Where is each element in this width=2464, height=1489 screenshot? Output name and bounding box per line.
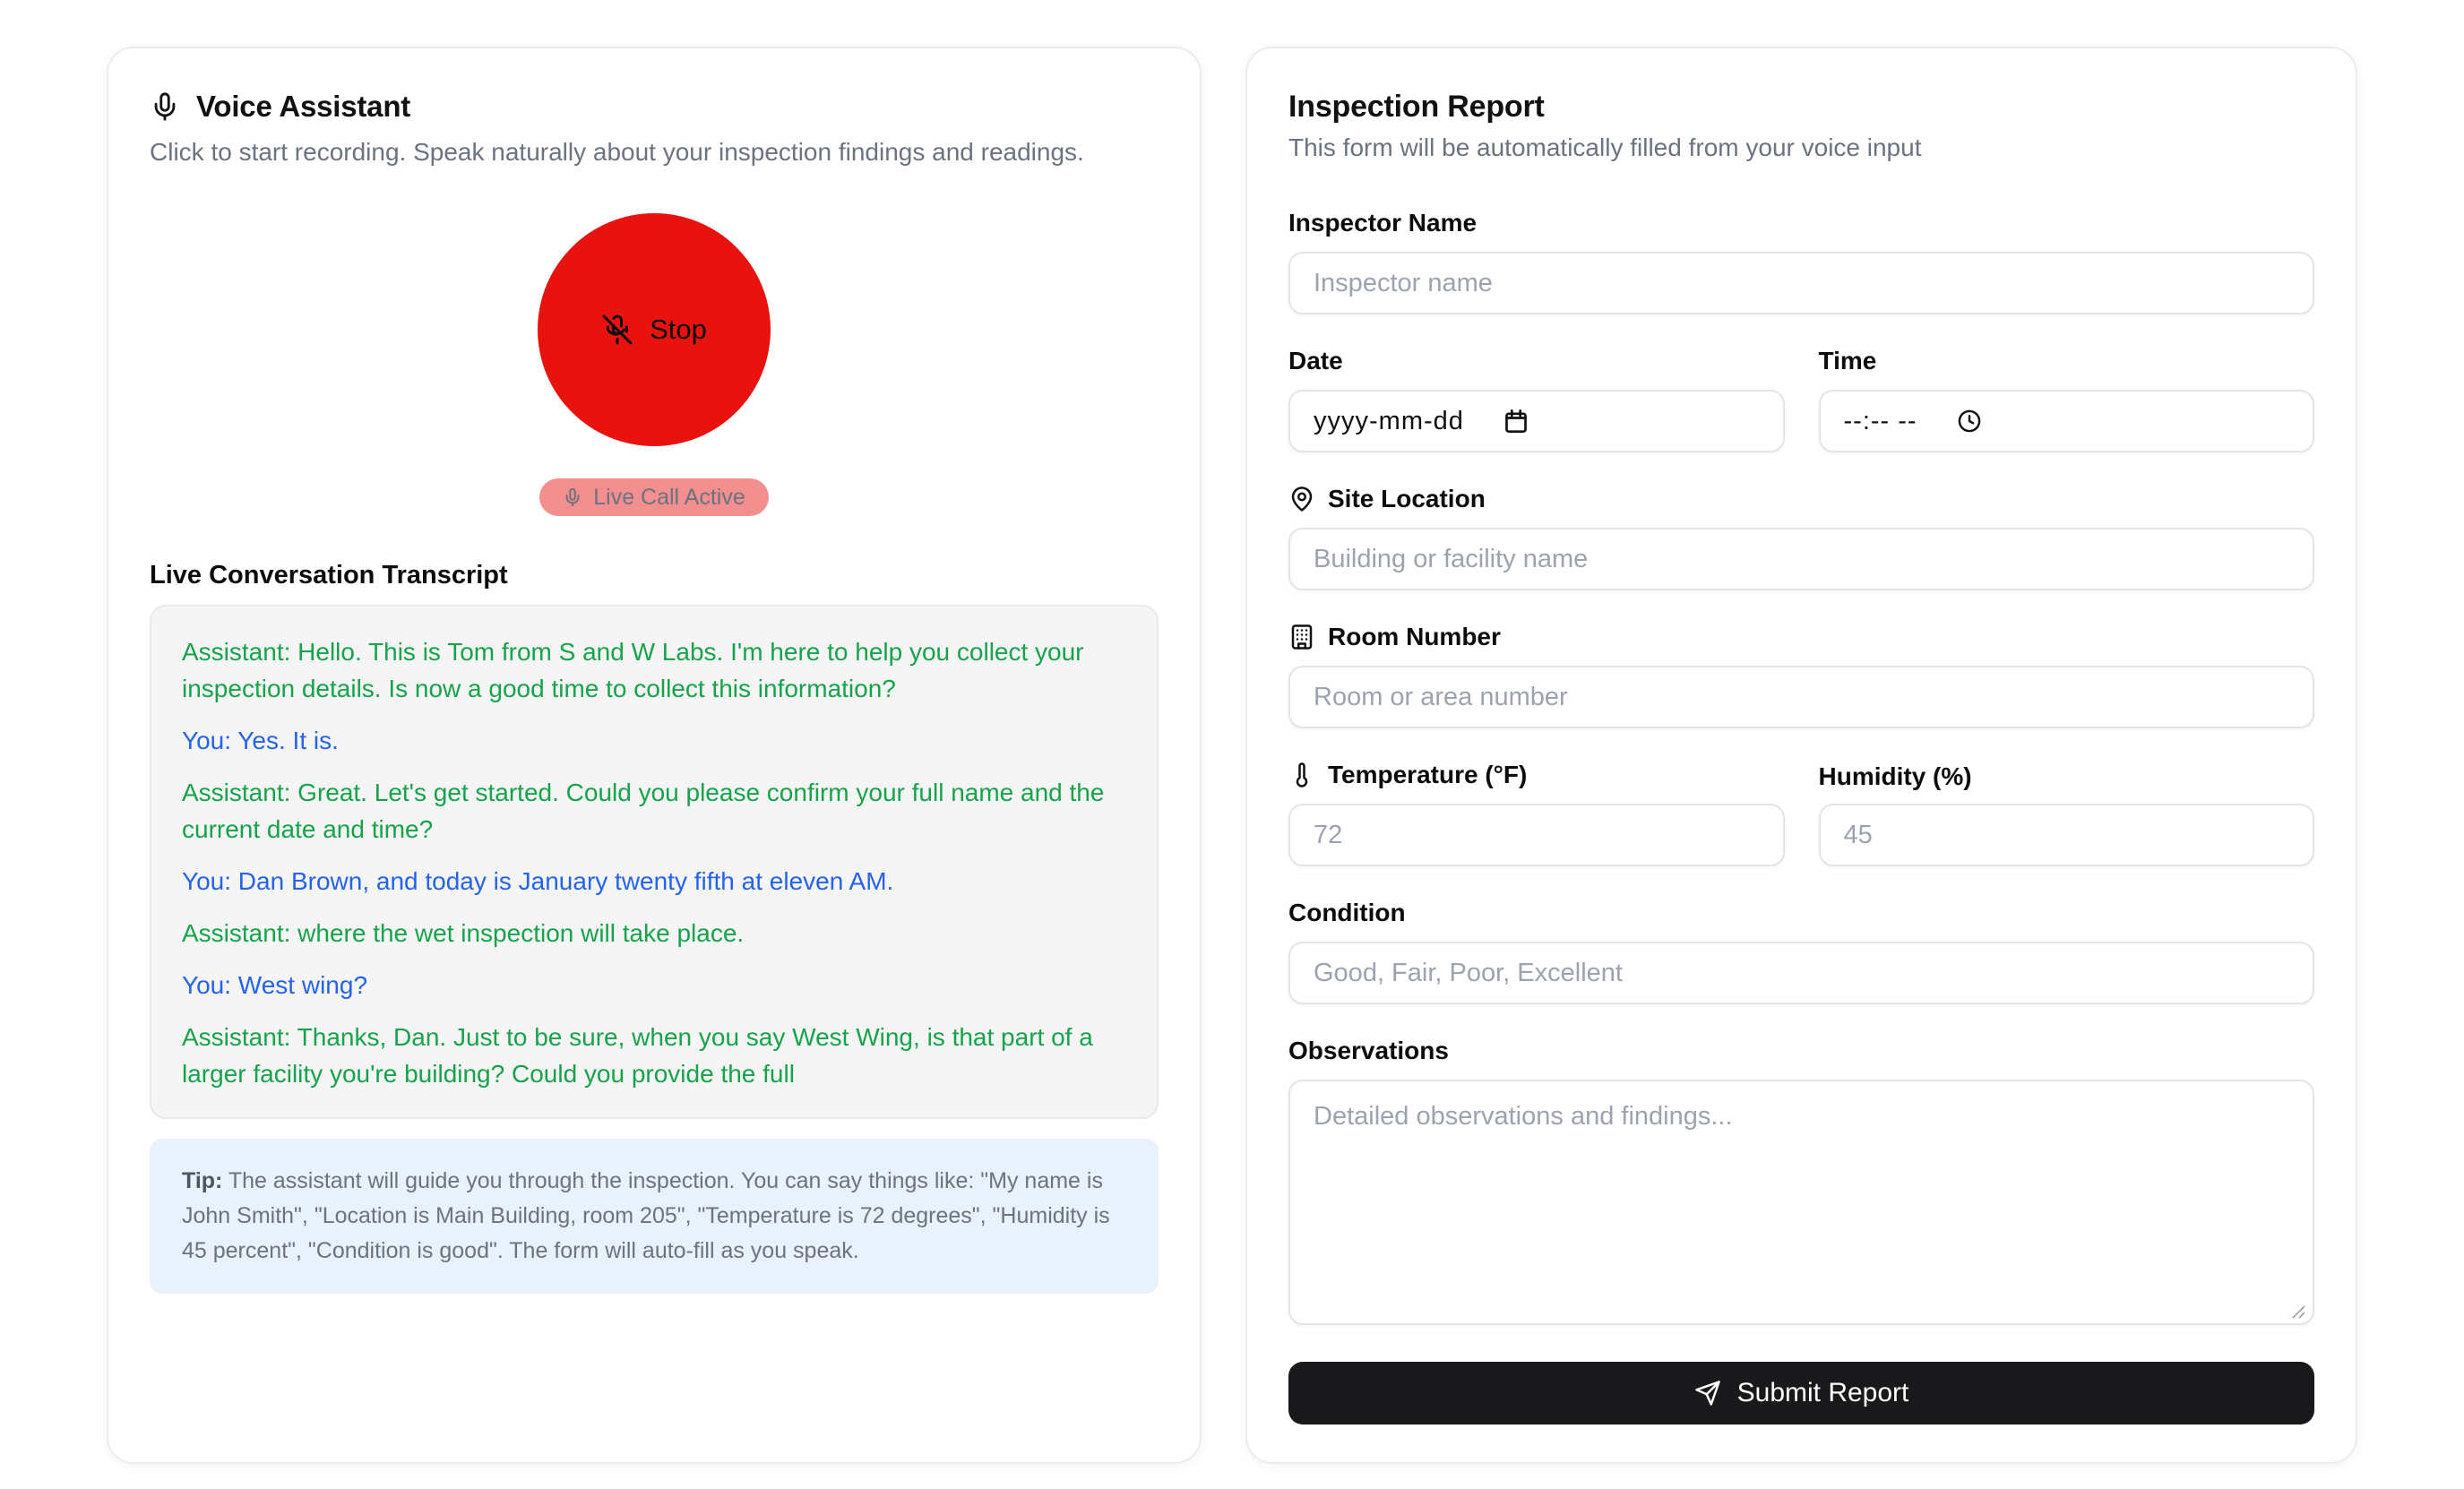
badge-label: Live Call Active — [593, 484, 745, 510]
stop-button-label: Stop — [650, 314, 707, 345]
voice-assistant-panel — [107, 47, 1202, 1464]
map-pin-icon — [1288, 486, 1315, 512]
transcript-message: Assistant: Great. Let's get started. Could you please confirm your full name and the current date and time? — [182, 779, 1105, 843]
site-location-label: Site Location — [1288, 483, 2314, 515]
voice-panel-title: Voice Assistant — [196, 90, 411, 123]
observations-textarea[interactable] — [1288, 1080, 2314, 1325]
submit-report-button[interactable] — [1288, 1362, 2314, 1424]
tip-label: Tip: — [182, 1168, 223, 1193]
condition-label: Condition — [1288, 899, 1406, 926]
clock-icon[interactable] — [1957, 409, 1982, 434]
transcript-message: You: Yes. It is. — [182, 727, 339, 754]
transcript-message: Assistant: Thanks, Dan. Just to be sure, when you say West Wing, is that part of a larger facility you're building? Could you provide the full — [182, 1023, 1093, 1088]
field-condition — [1288, 897, 2314, 1004]
humidity-label: Humidity (%) — [1818, 762, 1972, 790]
time-value: --:-- -- — [1843, 406, 1917, 435]
date-label: Date — [1288, 347, 1343, 374]
thermometer-icon — [1288, 762, 1315, 788]
live-call-active-badge — [539, 478, 769, 516]
voice-panel-header — [150, 90, 1159, 124]
date-input[interactable] — [1288, 390, 1785, 452]
inspection-report-panel — [1245, 47, 2357, 1464]
form-subtitle: This form will be automatically filled from your voice input — [1288, 133, 1922, 161]
calendar-icon[interactable] — [1503, 409, 1529, 434]
tip-text: The assistant will guide you through the inspection. You can say things like: "My name is John Smith", "Location is Main Building, room 205", "Temperature is 72 degrees", "Humidity is 45 percent", "Condition is good". The form will auto-fill as you speak. — [182, 1168, 1110, 1263]
field-date — [1288, 345, 1785, 452]
field-temperature — [1288, 759, 1785, 866]
inspector-name-label: Inspector Name — [1288, 209, 1478, 237]
room-number-label: Room Number — [1288, 621, 2314, 653]
field-room-number — [1288, 621, 2314, 728]
mic-icon — [563, 487, 582, 507]
temperature-label: Temperature (°F) — [1288, 759, 1785, 791]
stop-recording-button[interactable] — [538, 213, 771, 446]
transcript-message: Assistant: Hello. This is Tom from S and W Labs. I'm here to help you collect your inspection details. Is now a good time to collect this information? — [182, 638, 1084, 702]
temperature-input[interactable] — [1288, 804, 1785, 866]
transcript-message: Assistant: where the wet inspection will take place. — [182, 919, 745, 947]
field-site-location — [1288, 483, 2314, 590]
time-label: Time — [1818, 347, 1877, 374]
field-humidity — [1819, 759, 2315, 866]
inspector-name-input[interactable] — [1288, 252, 2314, 314]
observations-label: Observations — [1288, 1037, 1449, 1064]
time-input[interactable] — [1819, 390, 2315, 452]
form-title: Inspection Report — [1288, 90, 1545, 124]
voice-panel-subtitle: Click to start recording. Speak naturally about your inspection findings and readings. — [150, 138, 1084, 166]
transcript-message: You: West wing? — [182, 971, 368, 999]
room-number-input[interactable] — [1288, 666, 2314, 728]
transcript-message: You: Dan Brown, and today is January twenty fifth at eleven AM. — [182, 867, 894, 895]
site-location-input[interactable] — [1288, 528, 2314, 590]
tip-box — [150, 1139, 1159, 1294]
field-observations — [1288, 1035, 2314, 1330]
mic-off-icon — [601, 314, 633, 346]
date-value: yyyy-mm-dd — [1314, 406, 1464, 435]
humidity-input[interactable] — [1819, 804, 2315, 866]
transcript-list[interactable] — [150, 605, 1159, 1119]
building-icon — [1288, 624, 1315, 650]
submit-button-label: Submit Report — [1736, 1378, 1909, 1407]
field-inspector-name — [1288, 207, 2314, 314]
condition-input[interactable] — [1288, 942, 2314, 1004]
send-icon — [1694, 1380, 1721, 1407]
mic-icon — [150, 91, 180, 122]
field-time — [1819, 345, 2315, 452]
transcript-heading: Live Conversation Transcript — [150, 561, 508, 590]
